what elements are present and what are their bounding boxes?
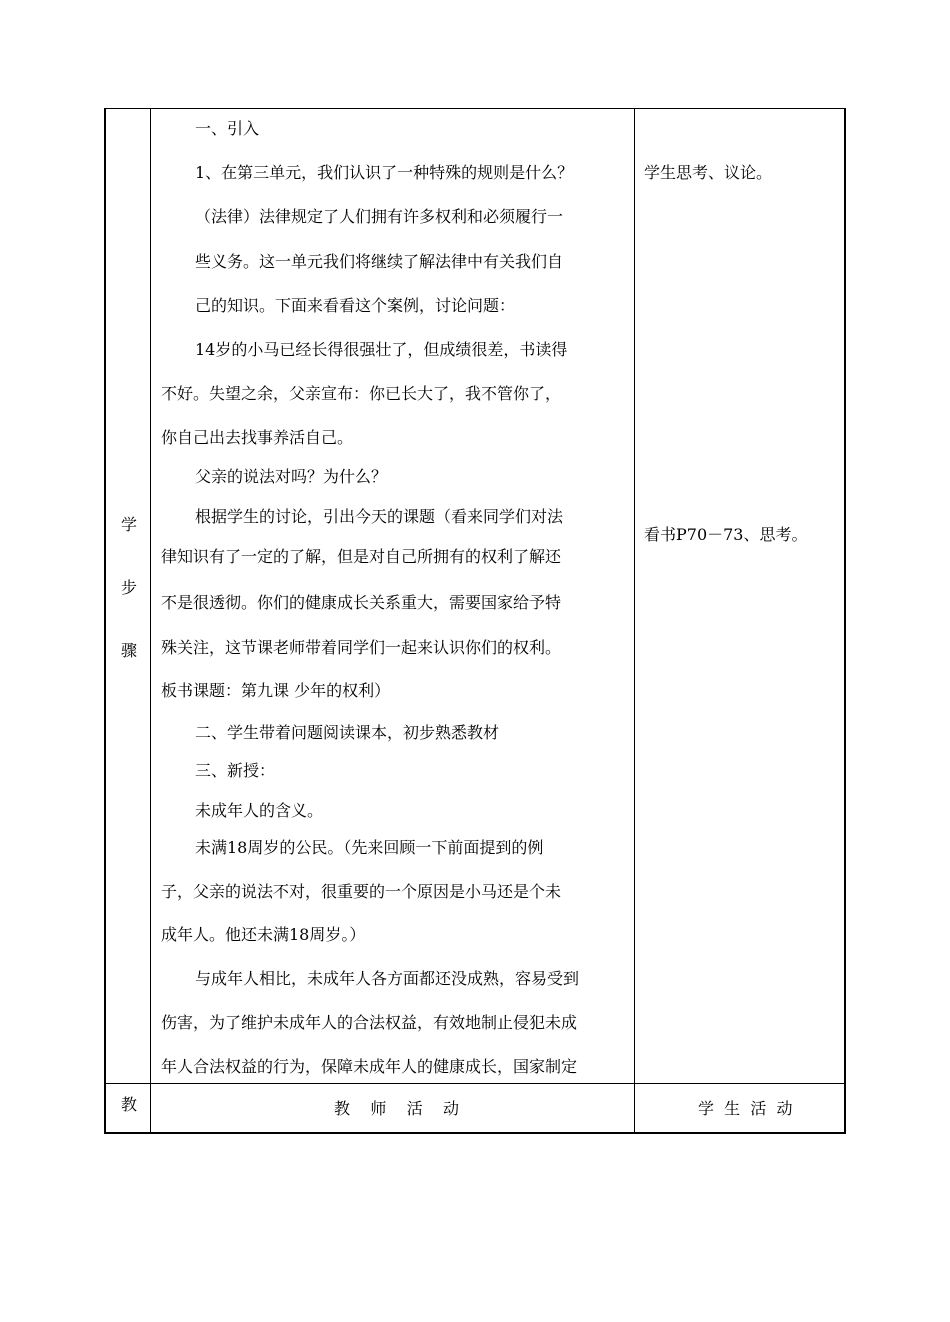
text-line: 根据学生的讨论，引出今天的课题（看来同学们对法: [195, 507, 564, 526]
side-label-column: [106, 515, 152, 704]
text-line: 板书课题：第九课 少年的权利）: [161, 681, 391, 700]
text-line: （法律）法律规定了人们拥有许多权利和必须履行一: [195, 207, 564, 226]
text-line: 你自己出去找事养活自己。: [161, 428, 354, 447]
row-divider: [106, 1083, 846, 1084]
text-line: 未成年人的含义。: [195, 801, 324, 820]
text-line: 己的知识。下面来看看这个案例，讨论问题：: [195, 296, 516, 315]
text-line: 一、引入: [195, 119, 260, 138]
side-label-char: 骤: [120, 641, 137, 660]
text-line: 伤害，为了维护未成年人的合法权益，有效地制止侵犯未成: [161, 1013, 578, 1032]
text-line: 些义务。这一单元我们将继续了解法律中有关我们自: [195, 252, 564, 271]
text-line: 殊关注，这节课老师带着同学们一起来认识你们的权利。: [161, 638, 562, 657]
text-line: 未满18周岁的公民。（先来回顾一下前面提到的例: [195, 838, 544, 857]
text-line: 父亲的说法对吗？为什么？: [195, 467, 388, 486]
side-label-footer: 教: [120, 1095, 137, 1114]
text-line: 不好。失望之余，父亲宣布：你已长大了，我不管你了，: [161, 384, 562, 403]
text-line: 子，父亲的说法不对，很重要的一个原因是小马还是个未: [161, 882, 562, 901]
text-line: 1、在第三单元，我们认识了一种特殊的规则是什么？: [195, 163, 574, 182]
lesson-table: [104, 108, 846, 1134]
teacher-activity-header: 教 师 活 动: [334, 1099, 460, 1118]
side-label-char: 学: [120, 515, 137, 534]
text-line: 不是很透彻。你们的健康成长关系重大，需要国家给予特: [161, 593, 562, 612]
student-activity-header: 学 生 活 动: [698, 1099, 793, 1118]
column-divider-right: [634, 109, 635, 1133]
text-line: 14岁的小马已经长得很强壮了，但成绩很差，书读得: [195, 340, 568, 359]
text-line: 律知识有了一定的了解，但是对自己所拥有的权利了解还: [161, 547, 562, 566]
student-note: 学生思考、议论。: [644, 163, 773, 182]
text-line: 与成年人相比，未成年人各方面都还没成熟，容易受到: [195, 969, 580, 988]
text-line: 年人合法权益的行为，保障未成年人的健康成长，国家制定: [161, 1057, 578, 1076]
text-line: 三、新授：: [195, 761, 276, 780]
side-label-char: 步: [120, 578, 137, 597]
text-line: 二、学生带着问题阅读课本，初步熟悉教材: [195, 723, 500, 742]
text-line: 成年人。他还未满18周岁。）: [161, 925, 366, 944]
student-note: 看书P70－73、思考。: [644, 525, 808, 544]
